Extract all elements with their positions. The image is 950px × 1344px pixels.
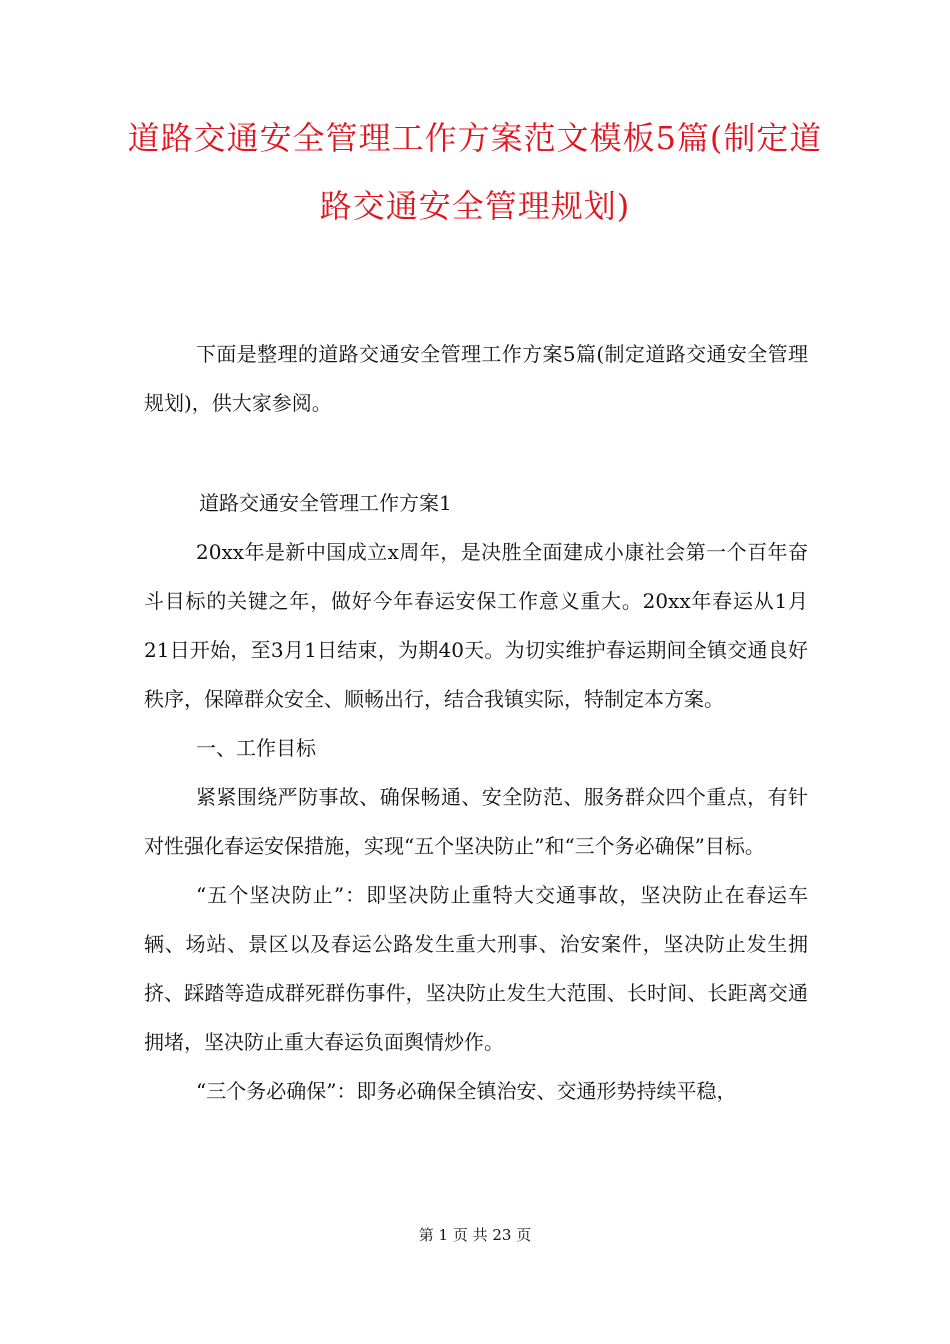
page-number-footer: 第 1 页 共 23 页 — [418, 1226, 532, 1244]
body-paragraph: “三个务必确保”：即务必确保全镇治安、交通形势持续平稳， — [196, 1079, 737, 1103]
document-title: 道路交通安全管理工作方案范文模板5篇(制定道路交通安全管理规划) — [127, 119, 823, 225]
intro-paragraph: 下面是整理的道路交通安全管理工作方案5篇(制定道路交通安全管理规划)，供大家参阅。 — [144, 342, 808, 415]
body-paragraph: “五个坚决防止”：即坚决防止重特大交通事故，坚决防止在春运车辆、场站、景区以及春运公路发生重大刑事、治安案件，坚决防止发生拥挤、踩踏等造成群死群伤事件，坚决防止发生大范围、长时间、长距离交通拥堵，坚决防止重大春运负面舆情炒作。 — [144, 883, 808, 1054]
section-heading: 一、工作目标 — [196, 736, 316, 760]
section-title: 道路交通安全管理工作方案1 — [199, 491, 452, 515]
paragraph-gap — [144, 428, 808, 477]
body-paragraph: 20xx年是新中国成立x周年，是决胜全面建成小康社会第一个百年奋斗目标的关键之年，做好今年春运安保工作意义重大。20xx年春运从1月21日开始，至3月1日结束，为期40天。为切实维护春运期间全镇交通良好秩序，保障群众安全、顺畅出行，结合我镇实际，特制定本方案。 — [144, 540, 808, 711]
body-paragraph: 紧紧围绕严防事故、确保畅通、安全防范、服务群众四个重点，有针对性强化春运安保措施，实现“五个坚决防止”和“三个务必确保”目标。 — [144, 785, 808, 858]
document-body — [144, 330, 808, 1116]
